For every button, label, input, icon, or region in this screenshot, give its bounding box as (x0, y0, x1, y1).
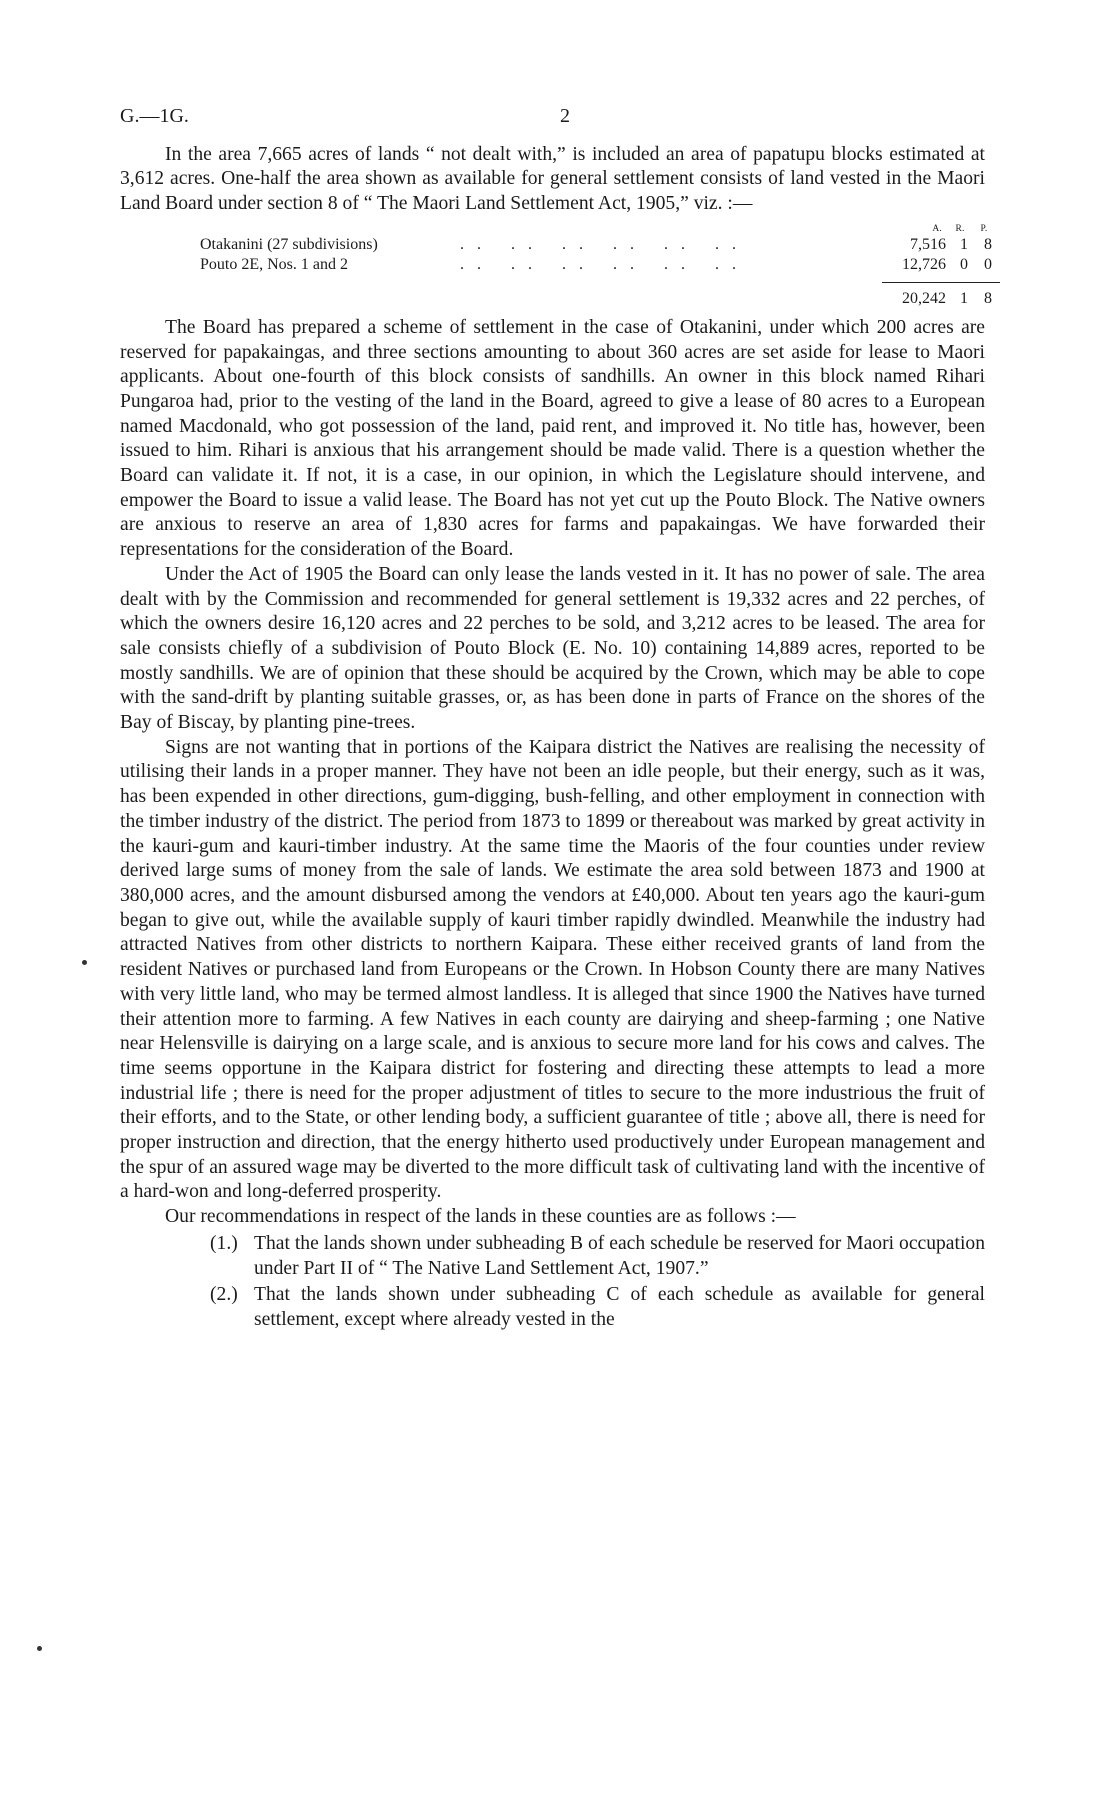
row-roods: 1 (960, 235, 968, 253)
margin-mark (82, 960, 87, 965)
paragraph-2: The Board has prepared a scheme of settlement in the case of Otakanini, under which 200 acres are reserved for papakaingas, and three sections amounting to about 360 acres are set aside for lease to Maori applicants. About one-fourth of this block consists of sandhills. An owner in this block named Rihari Pungaroa had, prior to the vesting of the land in the Board, agreed to give a lease of 80 acres to a European named Macdonald, who got possession of the land, paid rent, and improved it. No title has, however, been issued to him. Rihari is anxious that his arrangement should be made valid. There is a question whether the Board can validate it. If not, it is a case, in our opinion, in which the Legislature should intervene, and empower the Board to issue a valid lease. The Board has not yet cut up the Pouto Block. The Native owners are anxious to reserve an area of 1,830 acres for farms and papakaingas. We have forwarded their representations for the consideration of the Board. (120, 316, 985, 561)
row-label: Pouto 2E, Nos. 1 and 2 (200, 255, 348, 273)
paragraph-5: Our recommendations in respect of the lands in these counties are as follows :— (165, 1206, 796, 1228)
table-row (200, 255, 1000, 275)
row-perches: 8 (984, 235, 992, 253)
recommendation-text: That the lands shown under subheading C of each schedule as available for general settlement, except where already vested in the (254, 1284, 985, 1330)
margin-mark (37, 1646, 42, 1651)
row-perches: 0 (984, 255, 992, 273)
recommendation-item (210, 1283, 985, 1332)
paragraph-3: Under the Act of 1905 the Board can only lease the lands vested in it. It has no power of sale. The area dealt with by the Commission and recommended for general settlement is 19,332 acres and 22 perches, of which the owners desire 16,120 acres and 22 perches to be sold, and 3,212 acres to be leased. The area for sale consists chiefly of a subdivision of Pouto Block (E. No. 10) containing 14,889 acres, reported to be mostly sandhills. We are of opinion that these should be acquired by the Crown, which may be able to cope with the sand-drift by planting suitable grasses, or, as has been done in parts of France on the shores of the Bay of Biscay, by planting pine-trees. (120, 563, 985, 734)
page-header (120, 104, 570, 129)
column-acres: A. (932, 223, 942, 234)
column-roods: R. (955, 223, 965, 234)
recommendation-text: That the lands shown under subheading B of each schedule be reserved for Maori occupation under Part II of “ The Native Land Settlement Act, 1907.” (254, 1232, 985, 1279)
table-total (200, 289, 1000, 309)
row-label: Otakanini (27 subdivisions) (200, 235, 378, 253)
recommendations-section (120, 1205, 985, 1333)
table-row (200, 235, 1000, 255)
total-roods: 1 (960, 289, 968, 307)
table-header (200, 223, 1000, 235)
land-table (200, 223, 1000, 309)
column-perches: P. (980, 223, 988, 234)
recommendation-item (210, 1232, 985, 1281)
leader-dots: .. .. .. .. .. .. (460, 235, 749, 253)
row-acres: 12,726 (902, 255, 946, 273)
total-perches: 8 (984, 289, 992, 307)
recommendation-number: (2.) (210, 1284, 238, 1306)
leader-dots: .. .. .. .. .. .. (460, 255, 749, 273)
total-acres: 20,242 (902, 289, 946, 307)
paragraph-1: In the area 7,665 acres of lands “ not dealt with,” is included an area of papatupu blocks estimated at 3,612 acres. One-half the area shown as available for general settlement consists of land vested in the Maori Land Board under section 8 of “ The Maori Land Settlement Act, 1905,” viz. :— (120, 143, 985, 215)
row-acres: 7,516 (910, 235, 946, 253)
document-reference: G.—1G. (120, 105, 189, 127)
document-page (120, 104, 992, 1333)
recommendation-number: (1.) (210, 1232, 238, 1254)
page-number: 2 (560, 105, 570, 127)
total-rule (882, 282, 1000, 283)
paragraph-4: Signs are not wanting that in portions of the Kaipara district the Natives are realising the necessity of utilising their lands in a proper manner. They have not been an idle people, but their energy, such as it was, has been expended in other directions, gum-digging, bush-felling, and other employment in connection with the timber industry of the district. The period from 1873 to 1899 or thereabout was marked by great activity in the kauri-gum and kauri-timber industry. At the same time the Maoris of the four counties under review derived large sums of money from the sale of lands. We estimate the area sold between 1873 and 1900 at 380,000 acres, and the amount disbursed among the vendors at £40,000. About ten years ago the kauri-gum began to give out, while the available supply of kauri timber rapidly dwindled. Meanwhile the industry had attracted Natives from other districts to northern Kaipara. These either received grants of land from the resident Natives or purchased land from Europeans or the Crown. In Hobson County there are many Natives with very little land, who may be termed almost landless. It is alleged that since 1900 the Natives have turned their attention more to farming. A few Natives in each county are dairying and sheep-farming ; one Native near Helensville is dairying on a large scale, and is anxious to secure more land for his cows and calves. The time seems opportune in the Kaipara district for fostering and directing these attempts to lead a more industrial life ; there is need for the proper adjustment of titles to secure to the more industrious the fruit of their efforts, and to the State, or other lending body, a sufficient guarantee of title ; above all, there is need for proper instruction and direction, that the energy hitherto used productively under European management and the spur of an assured wage may be diverted to the more difficult task of cultivating land with the incentive of a hard-won and long-deferred prosperity. (120, 736, 985, 1203)
row-roods: 0 (960, 255, 968, 273)
